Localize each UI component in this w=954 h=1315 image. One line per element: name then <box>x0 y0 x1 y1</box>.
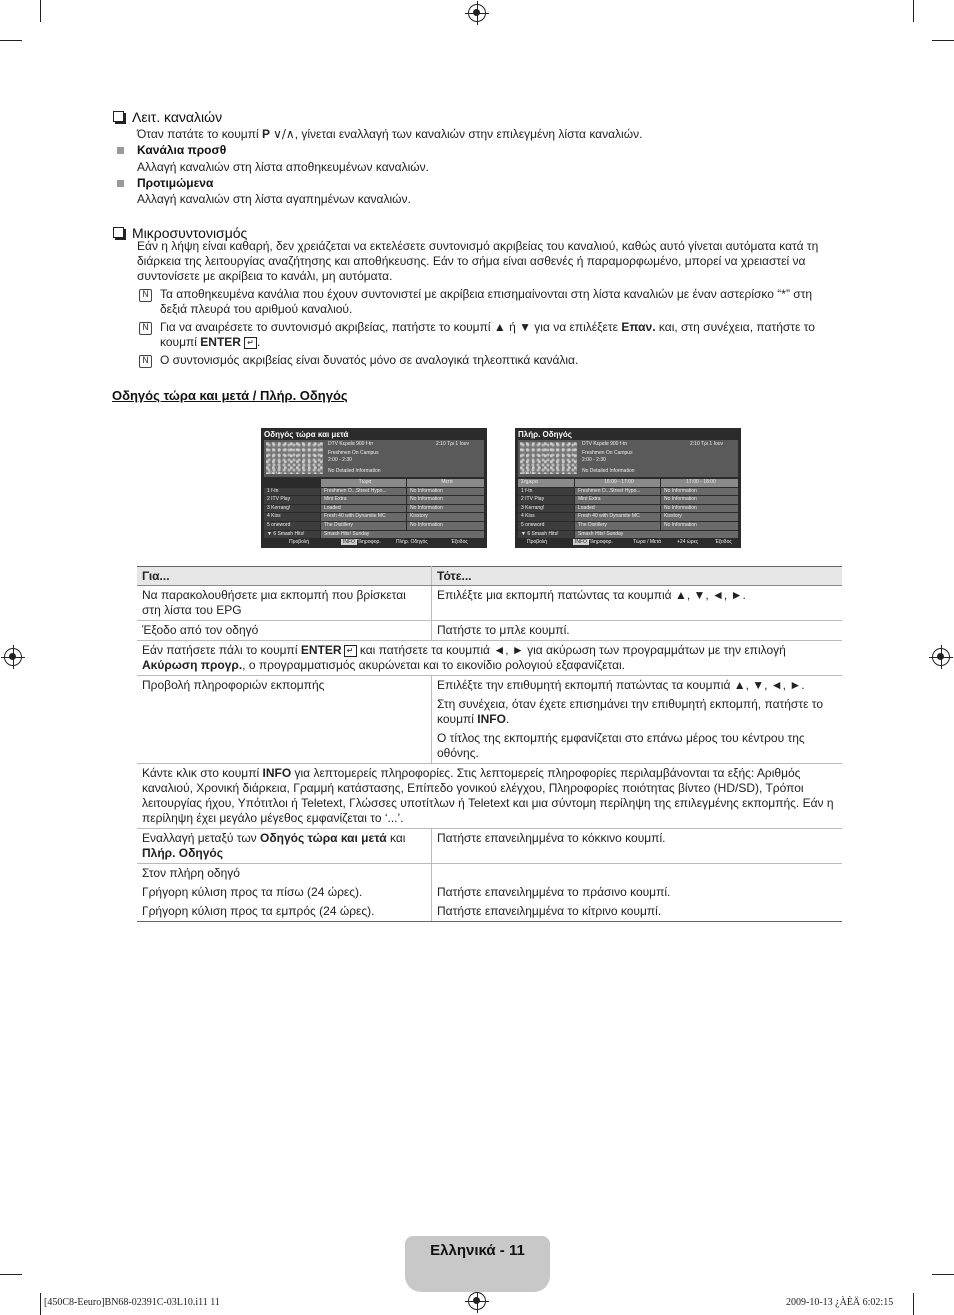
registration-mark-icon <box>932 648 950 666</box>
guide-grid <box>264 479 484 539</box>
channel-info-panel: 900 f-tn DTV Κεραία 900 f-tn 2:10 Τρι 1 Ιουν Freshmen On Campus 2:00 - 2:30 No Detailed Information <box>518 440 738 477</box>
note-line: δεξιά πλευρά του αριθμού καναλιού. <box>160 302 353 316</box>
note-line: κουμπί ENTER ↵ . <box>160 335 261 349</box>
table-row: Προβολή πληροφοριών εκπομπής Επιλέξτε την επιθυμητή εκπομπή πατώντας τα κουμπιά ▲, ▼, ◄, ►. Στη συνέχεια, όταν έχετε επισημάνει την επιθυμητή εκπομπή, πατήστε το κουμπί INFO. Ο τίτλος της εκπομπής εμφανίζεται στο επάνω μέρος του κέντρου της οθόνης. <box>137 676 842 764</box>
item-label: Κανάλια προσθ <box>137 143 227 157</box>
item-text: Αλλαγή καναλιών στη λίστα αγαπημένων καναλιών. <box>137 192 411 206</box>
crop-mark <box>913 1293 914 1315</box>
crop-mark <box>40 1293 41 1315</box>
screen-title: Πλήρ. Οδηγός <box>518 430 572 439</box>
enter-icon: ↵ <box>244 337 257 349</box>
crop-mark <box>913 0 914 22</box>
note-line: Τα αποθηκευμένα κανάλια που έχουν συντονιστεί με ακρίβεια επισημαίνονται στη λίστα καναλιών με έναν αστερίσκο “*” στη <box>160 287 813 301</box>
tv-screen-now-next <box>261 428 487 548</box>
section-title-fine-tune: Μικροσυντονισμός <box>113 225 247 241</box>
screen-title: Οδηγός τώρα και μετά <box>264 430 349 439</box>
fine-tune-line: συντονίσετε με ακρίβεια το κανάλι, μη αυτόματα. <box>137 269 393 283</box>
channel-info-panel: 900 f-tn DTV Κεραία 900 f-tn 2:10 Τρι 1 Ιουν Freshmen On Campus 2:00 - 2:30 No Detailed Information <box>264 440 484 477</box>
instruction-table <box>137 566 842 922</box>
enter-icon: ↵ <box>344 645 357 657</box>
print-footer-right: 2009-10-13 ¿ÀÈÄ 6:02:15 <box>786 1297 894 1308</box>
thumb-label: 900 f-tn <box>268 470 282 475</box>
guide-row[interactable]: 3 Kerrang! Loaded No Information <box>264 505 484 514</box>
guide-heading: Οδηγός τώρα και μετά / Πλήρ. Οδηγός <box>112 388 348 403</box>
guide-grid <box>518 479 738 539</box>
table-row: Να παρακολουθήσετε μια εκπομπή που βρίσκεται στη λίστα του EPG Επιλέξτε μια εκπομπή πατώντας τα κουμπιά ▲, ▼, ◄, ►. <box>137 586 842 621</box>
section-title-channel-list: Λειτ. καναλιών <box>113 109 222 125</box>
item-text: Αλλαγή καναλιών στη λίστα αποθηκευμένων καναλιών. <box>137 160 429 174</box>
grid-header: Σήμερα 16:00 - 17:00 17:00 - 18:00 <box>518 479 738 488</box>
grid-header: Τώρα Μετά <box>264 479 484 488</box>
page-number-badge: Ελληνικά - 11 <box>405 1236 550 1292</box>
tv-screen-full-guide <box>515 428 741 548</box>
crop-mark <box>40 0 41 22</box>
checkbox-icon <box>113 227 124 238</box>
guide-row[interactable]: 1 f-tn Freshmen O...Street Hypo... No Information <box>518 488 738 497</box>
table-header-left: Για... <box>137 567 432 586</box>
item-label: Προτιμώμενα <box>137 176 214 190</box>
crop-mark <box>932 40 954 41</box>
chevron-down-up-icon: ∨/∧ <box>273 127 295 141</box>
crop-mark <box>0 40 22 41</box>
guide-row[interactable]: 2 ITV Play Mint Extra No Information <box>518 496 738 505</box>
print-footer-left: [450C8-Eeuro]BN68-02391C-03L10.i11 11 <box>44 1297 220 1308</box>
registration-mark-icon <box>468 1292 486 1310</box>
thumb-label: 900 f-tn <box>522 470 536 475</box>
screen-footer: Προβολή INFO Πληροφορ. Τώρα / Μετά +24 ώρες Έξοδος <box>527 539 732 545</box>
guide-row[interactable]: 3 Kerrang! Loaded No Information <box>518 505 738 514</box>
guide-row[interactable]: 4 Kiss Fresh 40 with Dynamite MC Kisstory <box>264 513 484 522</box>
table-row: Έξοδο από τον οδηγό Πατήστε το μπλε κουμπί. <box>137 621 842 641</box>
guide-row[interactable]: 4 Kiss Fresh 40 with Dynamite MC Kisstory <box>518 513 738 522</box>
guide-row[interactable]: 1 f-tn Freshmen O...Street Hypo... No Information <box>264 488 484 497</box>
table-row: Στον πλήρη οδηγό Γρήγορη κύλιση προς τα πίσω (24 ώρες). Γρήγορη κύλιση προς τα εμπρός (24 ώρες). Πατήστε επανειλημμένα το πράσινο κουμπί. Πατήστε επανειλημμένα το κίτρινο κουμπί. <box>137 864 842 922</box>
table-row: Εναλλαγή μεταξύ των Οδηγός τώρα και μετά και Πλήρ. Οδηγός Πατήστε επανειλημμένα το κόκκινο κουμπί. <box>137 829 842 864</box>
crop-mark <box>0 1274 22 1275</box>
table-header-right: Τότε... <box>432 567 843 586</box>
fine-tune-line: διάρκεια της λειτουργίας αναζήτησης και αποθήκευσης. Εάν το σήμα είναι ασθενές ή παραμορφωμένο, μπορεί να χρειαστεί να <box>137 254 806 268</box>
registration-mark-icon <box>468 4 486 22</box>
guide-row[interactable]: ▼ 6 Smash Hits! Smash Hits! Sunday <box>264 531 484 540</box>
bullet-icon <box>117 147 124 154</box>
guide-row[interactable]: 5 oneword The Distillery No Information <box>518 522 738 531</box>
screen-footer: Προβολή INFO Πληροφορ. Πλήρ. Οδηγός Έξοδος <box>289 539 468 545</box>
registration-mark-icon <box>4 648 22 666</box>
table-row: Εάν πατήσετε πάλι το κουμπί ENTER ↵ και πατήσετε τα κουμπιά ◄, ► για ακύρωση των προγραμμάτων με την επιλογή Ακύρωση προγρ., ο προγραμματισμός ακυρώνεται και το εικονίδιο ρολογιού εξαφανίζεται. <box>137 641 842 676</box>
note-icon: N <box>139 355 152 368</box>
table-row: Κάντε κλικ στο κουμπί INFO για λεπτομερείς πληροφορίες. Στις λεπτομερείς πληροφορίες περιλαμβάνονται τα εξής: Αριθμός καναλιού, Χρονική διάρκεια, Γραμμή κατάστασης, Επίπεδο γονικού ελέγχου, Πληροφορίες ποιότητας βίντεο (HD/SD), Τρόποι λειτουργίας ήχου, Υπότιτλοι ή Teletext, Γλώσσες υποτίτλων ή Teletext και μια σύντομη περίληψη της επιλεγμένης εκπομπής. Εάν η περίληψη έχει μεγάλο μέγεθος εμφανίζεται το ‘...’. <box>137 764 842 829</box>
crop-mark <box>932 1274 954 1275</box>
guide-row[interactable]: ▼ 6 Smash Hits! Smash Hits! Sunday <box>518 531 738 540</box>
guide-row[interactable]: 5 oneword The Distillery No Information <box>264 522 484 531</box>
checkbox-icon <box>113 111 124 122</box>
note-line: Για να αναιρέσετε το συντονισμό ακριβείας, πατήστε το κουμπί ▲ ή ▼ για να επιλέξετε Επαν. και, στη συνέχεια, πατήστε το <box>160 320 815 334</box>
bullet-icon <box>117 180 124 187</box>
fine-tune-line: Εάν η λήψη είναι καθαρή, δεν χρειάζεται να εκτελέσετε συντονισμό ακριβείας του καναλιού, καθώς αυτό γίνεται αυτόματα κατά τη <box>137 239 819 253</box>
note-icon: N <box>139 289 152 302</box>
channel-list-description: Όταν πατάτε το κουμπί P ∨/∧, γίνεται εναλλαγή των καναλιών στην επιλεγμένη λίστα καναλιών. <box>137 127 643 141</box>
note-icon: N <box>139 322 152 335</box>
guide-row[interactable]: 2 ITV Play Mint Extra No Information <box>264 496 484 505</box>
note-line: Ο συντονισμός ακριβείας είναι δυνατός μόνο σε αναλογικά τηλεοπτικά κανάλια. <box>160 353 579 367</box>
